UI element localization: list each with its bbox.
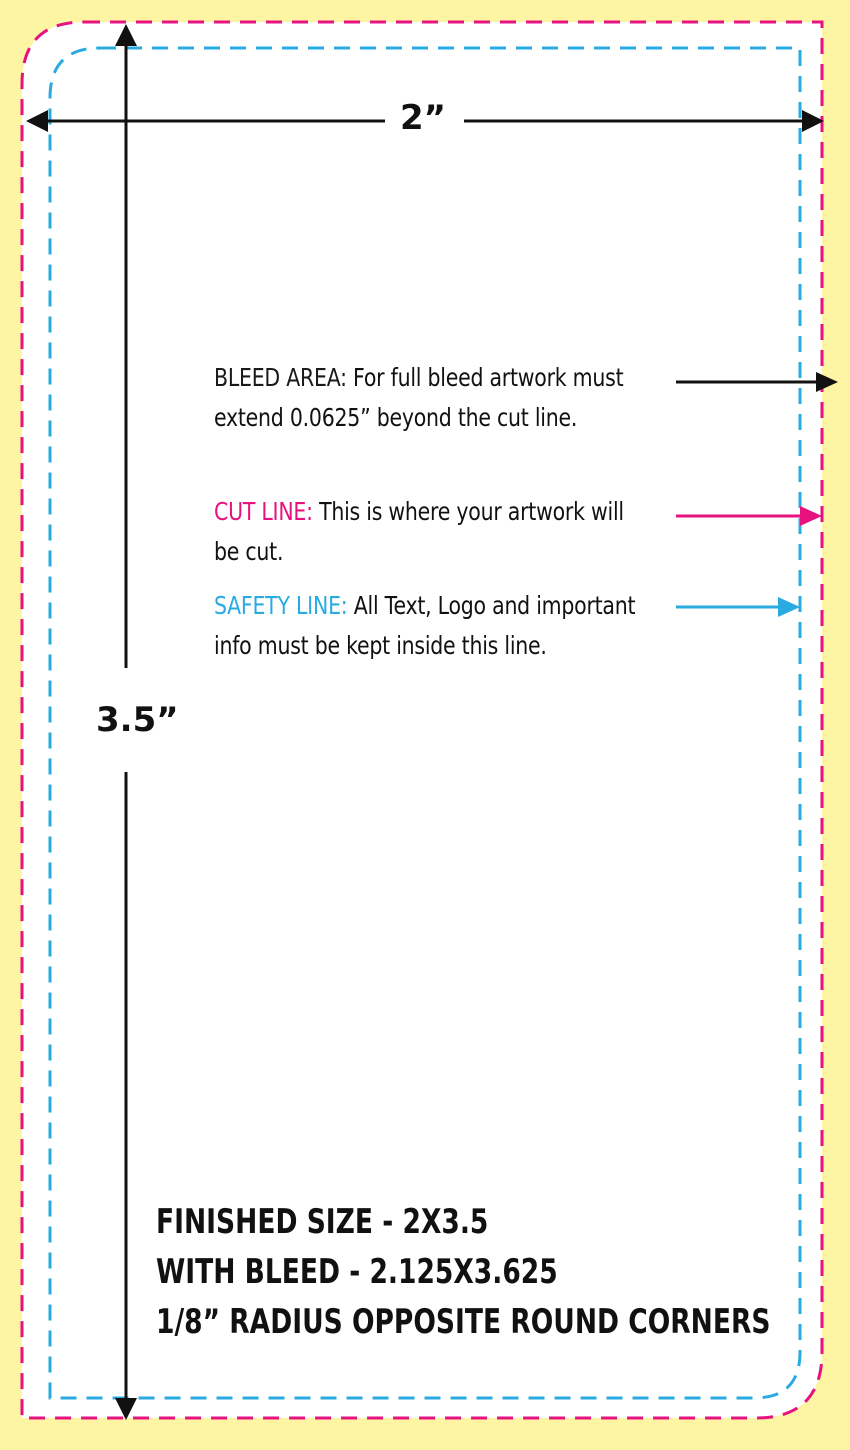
width-label: 2” <box>400 98 447 138</box>
cut-line-text: This is where your artwork will be cut. <box>214 497 624 566</box>
safety-line-heading: SAFETY LINE: <box>214 591 348 620</box>
safety-line-note <box>214 586 640 666</box>
finished-size-spec: FINISHED SIZE - 2X3.5 <box>156 1202 489 1242</box>
bleed-area-heading: BLEED AREA: <box>214 363 347 392</box>
height-label: 3.5” <box>96 700 179 740</box>
corner-radius-spec: 1/8” RADIUS OPPOSITE ROUND CORNERS <box>156 1302 771 1342</box>
safety-line-text: All Text, Logo and important info must be kept inside this line. <box>214 591 636 660</box>
bleed-area-text: For full bleed artwork must extend 0.0625” beyond the cut line. <box>214 363 624 432</box>
with-bleed-spec: WITH BLEED - 2.125X3.625 <box>156 1252 558 1292</box>
cut-line-heading: CUT LINE: <box>214 497 313 526</box>
bleed-area-note <box>214 358 640 438</box>
cut-line-note <box>214 492 640 572</box>
